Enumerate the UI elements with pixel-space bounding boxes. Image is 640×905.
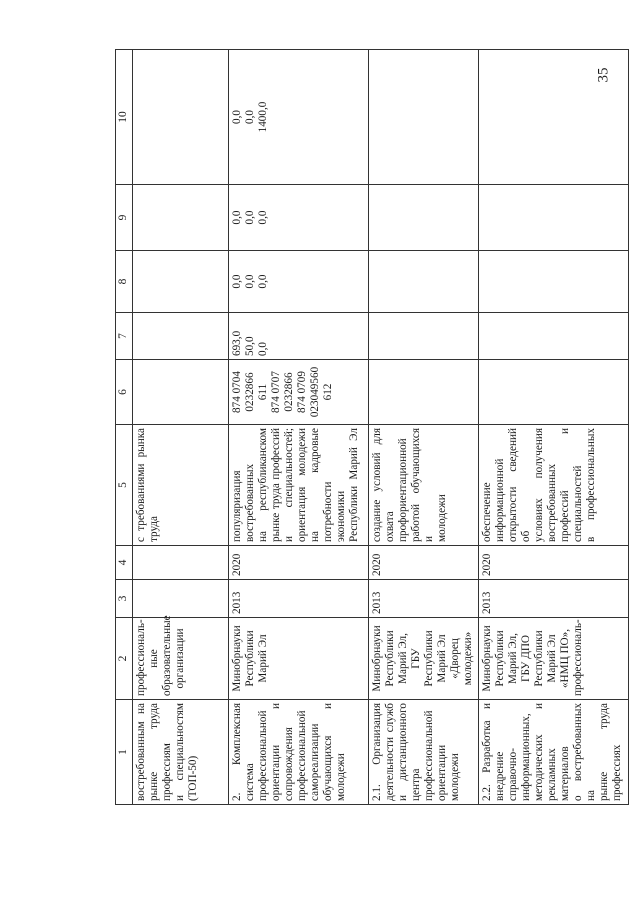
cell-line: 0,0 — [244, 210, 257, 225]
cell-line: Республики Марий Эл — [348, 428, 361, 542]
cell-line: обеспечение — [481, 482, 494, 542]
table-row — [368, 50, 478, 805]
table-cell-4: 2020 — [368, 546, 478, 580]
cell-line: Марий Эл — [546, 634, 559, 683]
cell-line: (ТОП-50) — [186, 755, 199, 801]
cell-line: профессиях — [611, 744, 624, 801]
cell-line: востребованным на — [135, 703, 147, 801]
cell-line: 2. Комплексная система — [231, 703, 257, 801]
cell-line: работой обучающихся и — [409, 428, 435, 542]
header-row — [116, 50, 133, 805]
table-cell-3 — [133, 580, 229, 618]
table-cell-3: 2013 — [368, 580, 478, 618]
cell-line: открытости сведений об — [507, 428, 533, 542]
cell-line: профессиональной — [422, 710, 435, 801]
table-cell-10 — [479, 50, 629, 185]
table-row — [133, 50, 229, 805]
cell-line: 50,0 — [244, 336, 257, 356]
cell-line: ориентации и — [270, 703, 283, 801]
cell-line: и дистанционного — [396, 703, 409, 801]
cell-line: и специальностям — [173, 703, 186, 801]
table-cell-9 — [229, 185, 369, 251]
table-cell-8 — [133, 251, 229, 313]
cell-line: 874 0709 — [296, 371, 309, 413]
table-cell-6 — [479, 360, 629, 425]
header-col-8: 8 — [116, 251, 133, 313]
table-cell-3: 2013 — [479, 580, 629, 618]
table-cell-1 — [133, 700, 229, 805]
header-col-1: 1 — [116, 700, 133, 805]
header-col-7: 7 — [116, 313, 133, 360]
cell-line: Республики — [494, 630, 507, 687]
table-cell-2 — [133, 615, 229, 700]
table-cell-1 — [368, 700, 478, 805]
cell-line: на республиканском — [257, 428, 270, 542]
cell-line: ориентации молодежи — [435, 744, 461, 801]
cell-line: о востребованных на — [572, 703, 598, 801]
cell-line: профессиональ- — [572, 619, 585, 696]
cell-line: создание условий для — [370, 428, 383, 542]
cell-line: профессиям — [160, 743, 173, 801]
table-cell-1 — [479, 700, 629, 805]
cell-line: профессиональ- — [135, 619, 147, 696]
cell-line: центра — [409, 768, 422, 801]
cell-line: Марий Эл — [257, 634, 270, 683]
cell-line: 0,0 — [244, 274, 257, 289]
cell-line: методических и — [533, 703, 546, 801]
cell-line: обучающихся и — [322, 703, 335, 801]
table-cell-9 — [133, 185, 229, 251]
cell-line: Республики — [244, 630, 257, 687]
cell-line: специальностей — [572, 465, 585, 542]
table-cell-7 — [133, 313, 229, 360]
cell-line: 0232866 — [283, 372, 296, 412]
cell-line: рекламных материалов — [546, 746, 572, 801]
table-cell-4: 2020 — [229, 546, 369, 580]
cell-line: 0,0 — [244, 110, 257, 124]
table-cell-6 — [133, 360, 229, 425]
cell-line: «НМЦ ПО», — [559, 628, 572, 689]
table-cell-9 — [368, 185, 478, 251]
cell-line: Минобрнауки — [481, 625, 494, 692]
header-col-2: 2 — [116, 618, 133, 700]
cell-line: информационной — [494, 458, 507, 542]
cell-line: деятельности служб — [383, 703, 396, 801]
cell-line: 0,0 — [257, 342, 270, 356]
table-cell-10 — [133, 50, 229, 185]
table-row — [229, 50, 369, 805]
cell-line: 2.1. Организация — [370, 703, 383, 801]
cell-line: потребности экономики — [322, 481, 348, 542]
cell-line: молодежи — [435, 494, 448, 542]
cell-line: 1400,0 — [257, 101, 270, 133]
cell-line: профессиональной — [257, 710, 270, 801]
cell-line: условиях получения — [533, 428, 546, 542]
page-number: 35 — [595, 67, 612, 83]
cell-line: рынке труда — [147, 703, 160, 801]
cell-line: молодежи — [335, 753, 348, 801]
cell-line: Марий Эл, — [396, 633, 409, 684]
cell-line: на кадровые — [309, 428, 322, 542]
table-cell-7 — [368, 313, 478, 360]
cell-line: 2.2. Разработка и — [481, 703, 494, 801]
cell-line: 0,0 — [257, 274, 270, 289]
cell-line: ориентация молодежи — [296, 428, 309, 542]
table-cell-1 — [229, 700, 369, 805]
cell-line: 0,0 — [257, 210, 270, 225]
header-col-9: 9 — [116, 185, 133, 251]
cell-line: Марий Эл, — [507, 633, 520, 684]
table-cell-6 — [368, 360, 478, 425]
cell-line: востребованных — [546, 463, 559, 542]
cell-line: Марий Эл — [435, 634, 448, 683]
table-cell-7 — [229, 313, 369, 360]
cell-line: внедрение справочно- — [494, 748, 520, 801]
cell-line: 693,0 — [231, 330, 244, 356]
cell-line: профориентационной — [396, 438, 409, 542]
table-cell-10 — [229, 50, 369, 185]
table-cell-8 — [368, 251, 478, 313]
cell-line: 0232866 — [244, 372, 257, 412]
table-cell-6 — [229, 360, 369, 425]
table-cell-2 — [368, 618, 478, 700]
table-cell-8 — [479, 251, 629, 313]
header-col-3: 3 — [116, 580, 133, 618]
cell-line: профессиональной — [296, 710, 309, 801]
cell-line: «Дворец — [448, 638, 461, 679]
program-table — [115, 49, 629, 805]
table-cell-9 — [479, 185, 629, 251]
cell-line: организации — [173, 628, 186, 689]
cell-line: самореализации — [309, 723, 322, 801]
cell-line: с требованиями рынка — [135, 428, 147, 542]
table-cell-2 — [229, 618, 369, 700]
cell-line: рынке труда профессий — [270, 428, 283, 542]
table-cell-7 — [479, 313, 629, 360]
cell-line: 0,0 — [231, 210, 244, 225]
cell-line: 023049560 — [309, 366, 322, 418]
cell-line: в профессиональных — [585, 428, 598, 542]
table-cell-2 — [479, 618, 629, 700]
cell-line: Минобрнауки — [231, 625, 244, 692]
header-col-4: 4 — [116, 546, 133, 580]
cell-line: труда — [147, 515, 160, 542]
cell-line: сопровождения — [283, 727, 296, 801]
cell-line: 612 — [322, 383, 335, 401]
cell-line: рынке труда — [598, 703, 611, 801]
header-col-5: 5 — [116, 425, 133, 546]
table-row — [479, 50, 629, 805]
header-col-6: 6 — [116, 360, 133, 425]
table-cell-4: 2020 — [479, 546, 629, 580]
cell-line: ГБУ ДПО — [520, 635, 533, 683]
cell-line: образовательные — [160, 615, 173, 696]
cell-line: популяризация — [231, 470, 244, 542]
cell-line: ГБУ Республики — [409, 630, 435, 687]
table-cell-8 — [229, 251, 369, 313]
cell-line: 874 0704 — [231, 371, 244, 413]
header-col-10: 10 — [116, 50, 133, 185]
cell-line: Республики — [383, 630, 396, 687]
rotated-table-container — [115, 50, 629, 805]
cell-line: профессий и — [559, 428, 572, 542]
cell-line: информационных, — [520, 713, 533, 801]
table-cell-4 — [133, 546, 229, 580]
table-cell-5 — [133, 425, 229, 546]
cell-line: 611 — [257, 383, 270, 401]
table-cell-5 — [479, 425, 629, 546]
table-cell-5 — [368, 425, 478, 546]
table-cell-10 — [368, 50, 478, 185]
cell-line: ные — [147, 649, 160, 668]
table-cell-3: 2013 — [229, 580, 369, 618]
cell-line: 0,0 — [231, 110, 244, 124]
cell-line: 0,0 — [231, 274, 244, 289]
cell-line: востребованных — [244, 463, 257, 542]
cell-line: Республики — [533, 630, 546, 687]
cell-line: 874 0707 — [270, 371, 283, 413]
cell-line: и специальностей; — [283, 428, 296, 542]
cell-line: Минобрнауки — [370, 625, 383, 692]
table-cell-5 — [229, 425, 369, 546]
cell-line: молодежи» — [461, 631, 474, 686]
cell-line: охвата — [383, 511, 396, 542]
